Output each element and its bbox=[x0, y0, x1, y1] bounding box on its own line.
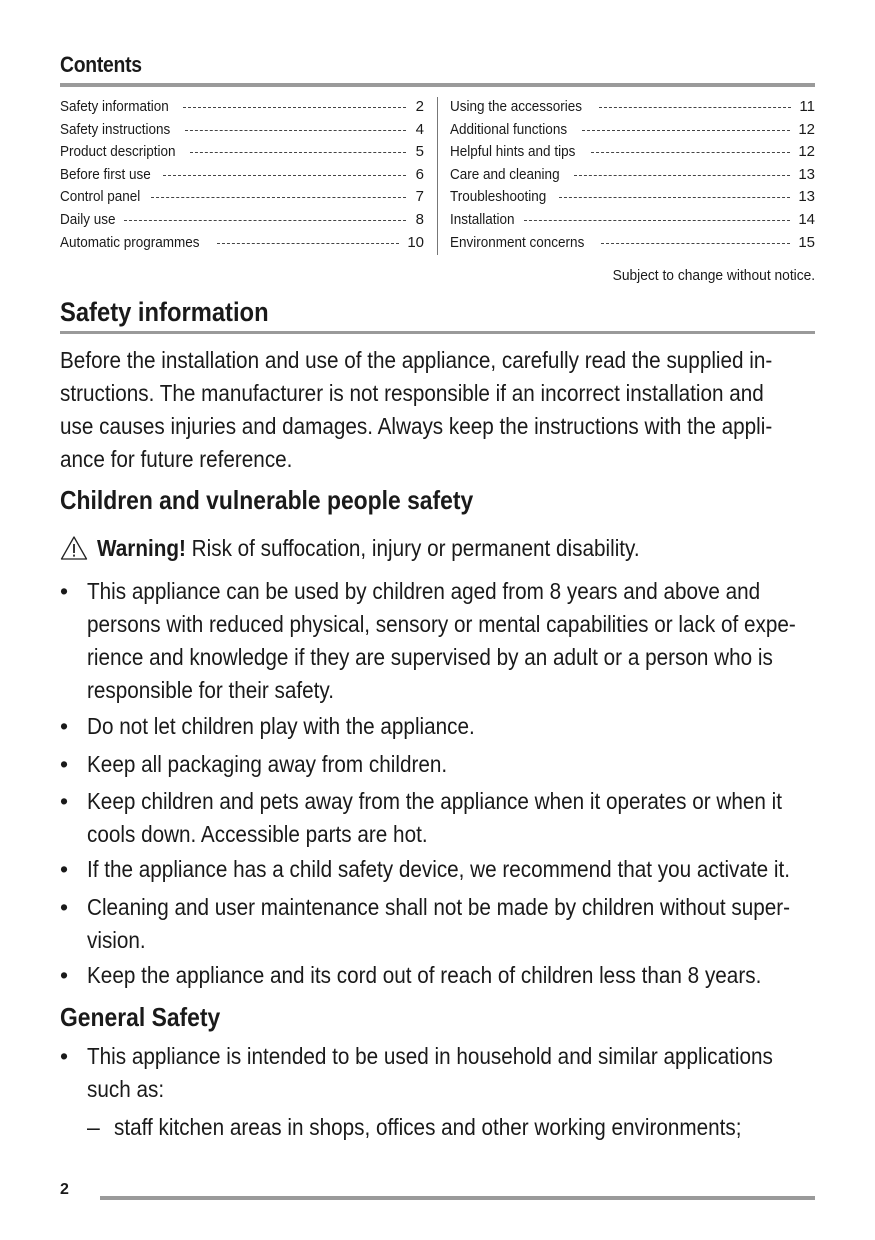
bullet-mark: • bbox=[60, 751, 69, 777]
change-notice: Subject to change without notice. bbox=[612, 267, 815, 284]
list-line: Keep children and pets away from the appliance when it operates or when it bbox=[87, 788, 783, 814]
list-line: Cleaning and user maintenance shall not be made by children without super- bbox=[87, 894, 791, 920]
safety-heading-rule bbox=[60, 331, 815, 334]
toc-page: 7 bbox=[415, 188, 424, 206]
list-line: persons with reduced physical, sensory or mental capabilities or lack of expe- bbox=[87, 611, 796, 637]
toc-label: Daily use bbox=[60, 210, 116, 228]
paragraph-line: ance for future reference. bbox=[60, 446, 293, 472]
toc-leader bbox=[524, 220, 791, 221]
toc-page: 12 bbox=[798, 143, 815, 161]
toc-entry[interactable] bbox=[60, 120, 424, 143]
footer-rule bbox=[100, 1196, 815, 1200]
toc-left-column bbox=[60, 97, 424, 255]
bullet-mark: • bbox=[60, 788, 69, 814]
toc-label: Installation bbox=[450, 210, 515, 228]
toc-leader bbox=[124, 220, 406, 221]
toc-label: Before first use bbox=[60, 165, 151, 183]
bullet-mark: • bbox=[60, 713, 69, 739]
toc-label: Additional functions bbox=[450, 120, 568, 138]
toc-column-divider bbox=[437, 97, 438, 255]
toc-leader bbox=[601, 243, 790, 244]
paragraph-line: Before the installation and use of the appliance, carefully read the supplied in- bbox=[60, 347, 773, 373]
toc-page: 13 bbox=[798, 188, 815, 206]
list-line: Do not let children play with the appliance. bbox=[87, 713, 475, 739]
toc-page: 11 bbox=[799, 98, 815, 115]
bullet-mark: • bbox=[60, 856, 69, 882]
toc-entry[interactable] bbox=[60, 233, 424, 256]
toc-entry[interactable] bbox=[450, 210, 815, 233]
paragraph-line: structions. The manufacturer is not responsible if an incorrect installation and bbox=[60, 380, 764, 406]
contents-rule bbox=[60, 83, 815, 87]
list-line: such as: bbox=[87, 1076, 165, 1102]
toc-leader bbox=[574, 175, 791, 176]
children-safety-heading: Children and vulnerable people safety bbox=[60, 485, 474, 515]
list-line: staff kitchen areas in shops, offices and other working environments; bbox=[114, 1114, 742, 1140]
warning-text bbox=[97, 533, 640, 563]
bullet-mark: • bbox=[60, 1043, 69, 1069]
toc-leader bbox=[591, 152, 790, 153]
toc-entry[interactable] bbox=[450, 165, 815, 188]
list-line: Keep all packaging away from children. bbox=[87, 751, 448, 777]
toc-leader bbox=[163, 175, 406, 176]
toc-leader bbox=[185, 130, 406, 131]
toc-label: Care and cleaning bbox=[450, 165, 560, 183]
toc-label: Environment concerns bbox=[450, 233, 585, 251]
toc-label: Automatic programmes bbox=[60, 233, 200, 251]
toc-leader bbox=[599, 107, 792, 108]
page-number: 2 bbox=[60, 1181, 69, 1198]
toc-entry[interactable] bbox=[60, 97, 424, 120]
paragraph-line: use causes injuries and damages. Always keep the instructions with the appli- bbox=[60, 413, 773, 439]
warning-label: Warning! bbox=[97, 535, 186, 561]
toc-page: 6 bbox=[415, 165, 424, 183]
toc-leader bbox=[151, 197, 406, 198]
toc-page: 2 bbox=[415, 98, 424, 115]
list-line: responsible for their safety. bbox=[87, 677, 334, 703]
dash-mark: – bbox=[87, 1114, 100, 1140]
list-line: This appliance is intended to be used in household and similar applications bbox=[87, 1043, 773, 1069]
bullet-mark: • bbox=[60, 894, 69, 920]
toc-label: Safety instructions bbox=[60, 120, 171, 138]
toc-entry[interactable] bbox=[60, 165, 424, 188]
safety-information-heading: Safety information bbox=[60, 297, 269, 327]
toc-entry[interactable] bbox=[60, 187, 424, 210]
toc-entry[interactable] bbox=[60, 142, 424, 165]
list-line: rience and knowledge if they are supervised by an adult or a person who is bbox=[87, 644, 773, 670]
toc-page: 12 bbox=[798, 120, 815, 138]
toc-leader bbox=[190, 152, 406, 153]
toc-page: 5 bbox=[415, 143, 424, 161]
warning-icon bbox=[60, 535, 88, 561]
toc-leader bbox=[559, 197, 790, 198]
warning-message: Risk of suffocation, injury or permanent disability. bbox=[185, 535, 640, 561]
toc-leader bbox=[582, 130, 790, 131]
toc-entry[interactable] bbox=[450, 187, 815, 210]
bullet-mark: • bbox=[60, 962, 69, 988]
toc-entry[interactable] bbox=[450, 233, 815, 256]
toc-label: Control panel bbox=[60, 188, 141, 206]
toc-page: 10 bbox=[407, 233, 424, 251]
toc-entry[interactable] bbox=[450, 120, 815, 143]
toc-entry[interactable] bbox=[450, 142, 815, 165]
toc-label: Product description bbox=[60, 143, 176, 161]
general-safety-heading: General Safety bbox=[60, 1002, 221, 1032]
toc-label: Safety information bbox=[60, 98, 169, 115]
toc-leader bbox=[217, 243, 399, 244]
toc-page: 4 bbox=[415, 120, 424, 138]
toc-page: 15 bbox=[798, 233, 815, 251]
toc-leader bbox=[183, 107, 406, 108]
list-line: If the appliance has a child safety device, we recommend that you activate it. bbox=[87, 856, 791, 882]
list-line: cools down. Accessible parts are hot. bbox=[87, 821, 428, 847]
toc-label: Using the accessories bbox=[450, 98, 583, 115]
toc-right-column bbox=[450, 97, 815, 255]
list-line: This appliance can be used by children aged from 8 years and above and bbox=[87, 578, 761, 604]
list-line: Keep the appliance and its cord out of reach of children less than 8 years. bbox=[87, 962, 762, 988]
toc-label: Troubleshooting bbox=[450, 188, 547, 206]
toc-entry[interactable] bbox=[60, 210, 424, 233]
bullet-mark: • bbox=[60, 578, 69, 604]
toc-page: 8 bbox=[415, 210, 424, 228]
toc-page: 13 bbox=[798, 165, 815, 183]
contents-heading: Contents bbox=[60, 52, 142, 77]
toc-label: Helpful hints and tips bbox=[450, 143, 576, 161]
safety-intro-paragraph bbox=[60, 344, 851, 476]
toc-entry[interactable] bbox=[450, 97, 815, 120]
toc-page: 14 bbox=[798, 210, 815, 228]
list-line: vision. bbox=[87, 927, 146, 953]
